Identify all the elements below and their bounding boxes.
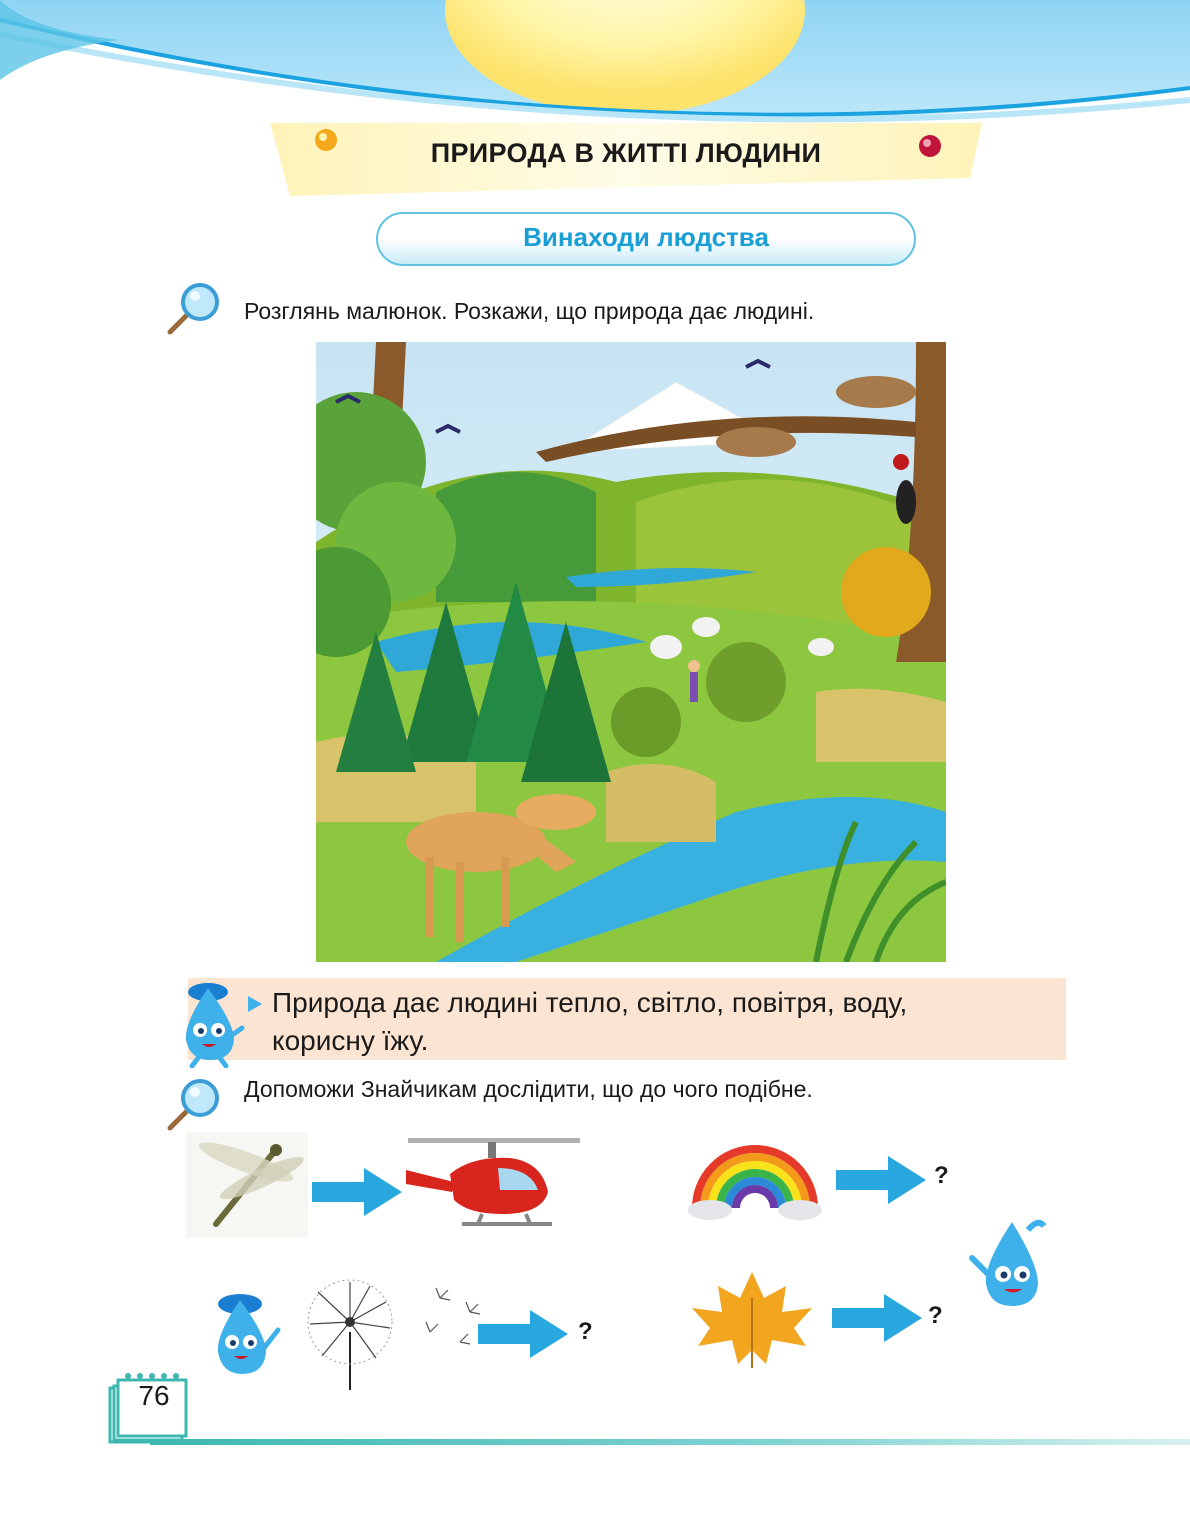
rainbow-icon [688, 1142, 822, 1222]
footer-divider [150, 1439, 1190, 1445]
task-instruction-2: Допоможи Знайчикам дослідити, що до чого подібне. [244, 1076, 813, 1102]
magnifier-icon [166, 280, 222, 336]
info-line-2: корисну їжу. [272, 1025, 429, 1056]
arrow-right-icon [312, 1168, 402, 1216]
droplet-mascot-icon [176, 978, 246, 1068]
arrow-right-icon [836, 1156, 926, 1204]
question-mark-rainbow: ? [934, 1162, 949, 1189]
maple-leaf-icon [686, 1268, 818, 1372]
page-title: ПРИРОДА В ЖИТТІ ЛЮДИНИ [430, 138, 822, 168]
page-number: 76 [138, 1380, 170, 1411]
dragonfly-icon [186, 1132, 308, 1238]
arrow-right-icon [478, 1310, 568, 1358]
magnifier-icon [166, 1076, 222, 1132]
info-text [272, 984, 1052, 1060]
nature-scene-illustration [316, 342, 946, 962]
question-mark-dandelion: ? [578, 1318, 593, 1345]
arrow-right-icon [832, 1294, 922, 1342]
task-instruction-1: Розглянь малюнок. Розкажи, що природа дає людині. [244, 298, 815, 324]
bullet-triangle-icon [248, 996, 262, 1012]
dandelion-icon [300, 1272, 500, 1390]
info-line-1: Природа дає людині тепло, світло, повітря, воду, [272, 987, 908, 1018]
droplet-mascot-icon [202, 1290, 282, 1380]
helicopter-icon [402, 1134, 584, 1236]
droplet-mascot-icon [968, 1214, 1056, 1314]
section-subtitle: Винаходи людства [523, 222, 769, 252]
question-mark-leaf: ? [928, 1302, 943, 1329]
